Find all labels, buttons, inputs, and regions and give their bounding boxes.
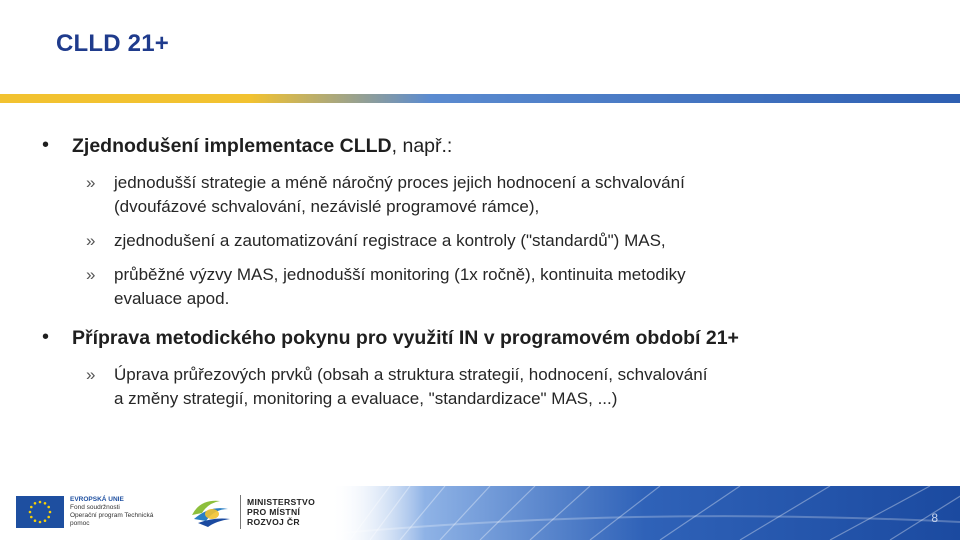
bullet-1-bold: Zjednodušení implementace CLLD: [72, 135, 392, 157]
footer-logos: [16, 494, 315, 530]
mmr-logo-icon: [186, 495, 234, 529]
eu-line-2: Fond soudržnosti: [70, 504, 120, 511]
sub-bullet-1-1: [38, 171, 938, 219]
sub-bullet-2-1: [38, 363, 938, 411]
bullet-dot-icon: •: [42, 134, 50, 156]
sub-bullet-line: jednodušší strategie a méně náročný proces jejich hodnocení a schvalování: [114, 173, 685, 192]
mmr-caption: [247, 497, 315, 527]
chevron-right-icon: »: [86, 265, 96, 284]
chevron-right-icon: »: [86, 173, 96, 192]
sub-bullet-1-2: [38, 229, 938, 253]
sub-bullet-line: (dvoufázové schvalování, nezávislé programové rámce),: [114, 197, 540, 216]
eu-caption: [70, 496, 170, 528]
eu-line-1: EVROPSKÁ UNIE: [70, 496, 124, 503]
slide-title: CLLD 21+: [56, 30, 169, 57]
chevron-right-icon: »: [86, 365, 96, 384]
mmr-line-3: ROZVOJ ČR: [247, 517, 300, 527]
bullet-dot-icon: •: [42, 326, 50, 348]
logo-divider: [240, 495, 241, 529]
bullet-1-rest: , např.:: [391, 135, 453, 157]
sub-bullet-line: a změny strategií, monitoring a evaluace, "standardizace" MAS, ...): [114, 389, 618, 408]
chevron-right-icon: »: [86, 231, 96, 250]
decorative-swoosh: [330, 486, 960, 540]
mmr-line-1: MINISTERSTVO: [247, 497, 316, 507]
bullet-1: [38, 133, 938, 159]
sub-bullet-1-3: [38, 263, 938, 311]
header-band: [0, 94, 960, 103]
mmr-line-2: PRO MÍSTNÍ: [247, 507, 301, 517]
sub-bullet-line: průběžné výzvy MAS, jednodušší monitoring (1x ročně), kontinuita metodiky: [114, 265, 686, 284]
sub-bullet-line: Úprava průřezových prvků (obsah a struktura strategií, hodnocení, schvalování: [114, 365, 708, 384]
page-number: 8: [931, 511, 938, 525]
eu-flag-icon: [16, 496, 64, 528]
slide-content: [38, 133, 938, 421]
sub-bullet-line: evaluace apod.: [114, 289, 230, 308]
bullet-2: [38, 325, 938, 351]
bullet-2-bold: Příprava metodického pokynu pro využití IN v programovém období 21+: [72, 327, 739, 349]
sub-bullet-line: zjednodušení a zautomatizování registrace a kontroly ("standardů") MAS,: [114, 231, 666, 250]
eu-line-3: Operační program Technická pomoc: [70, 512, 154, 527]
